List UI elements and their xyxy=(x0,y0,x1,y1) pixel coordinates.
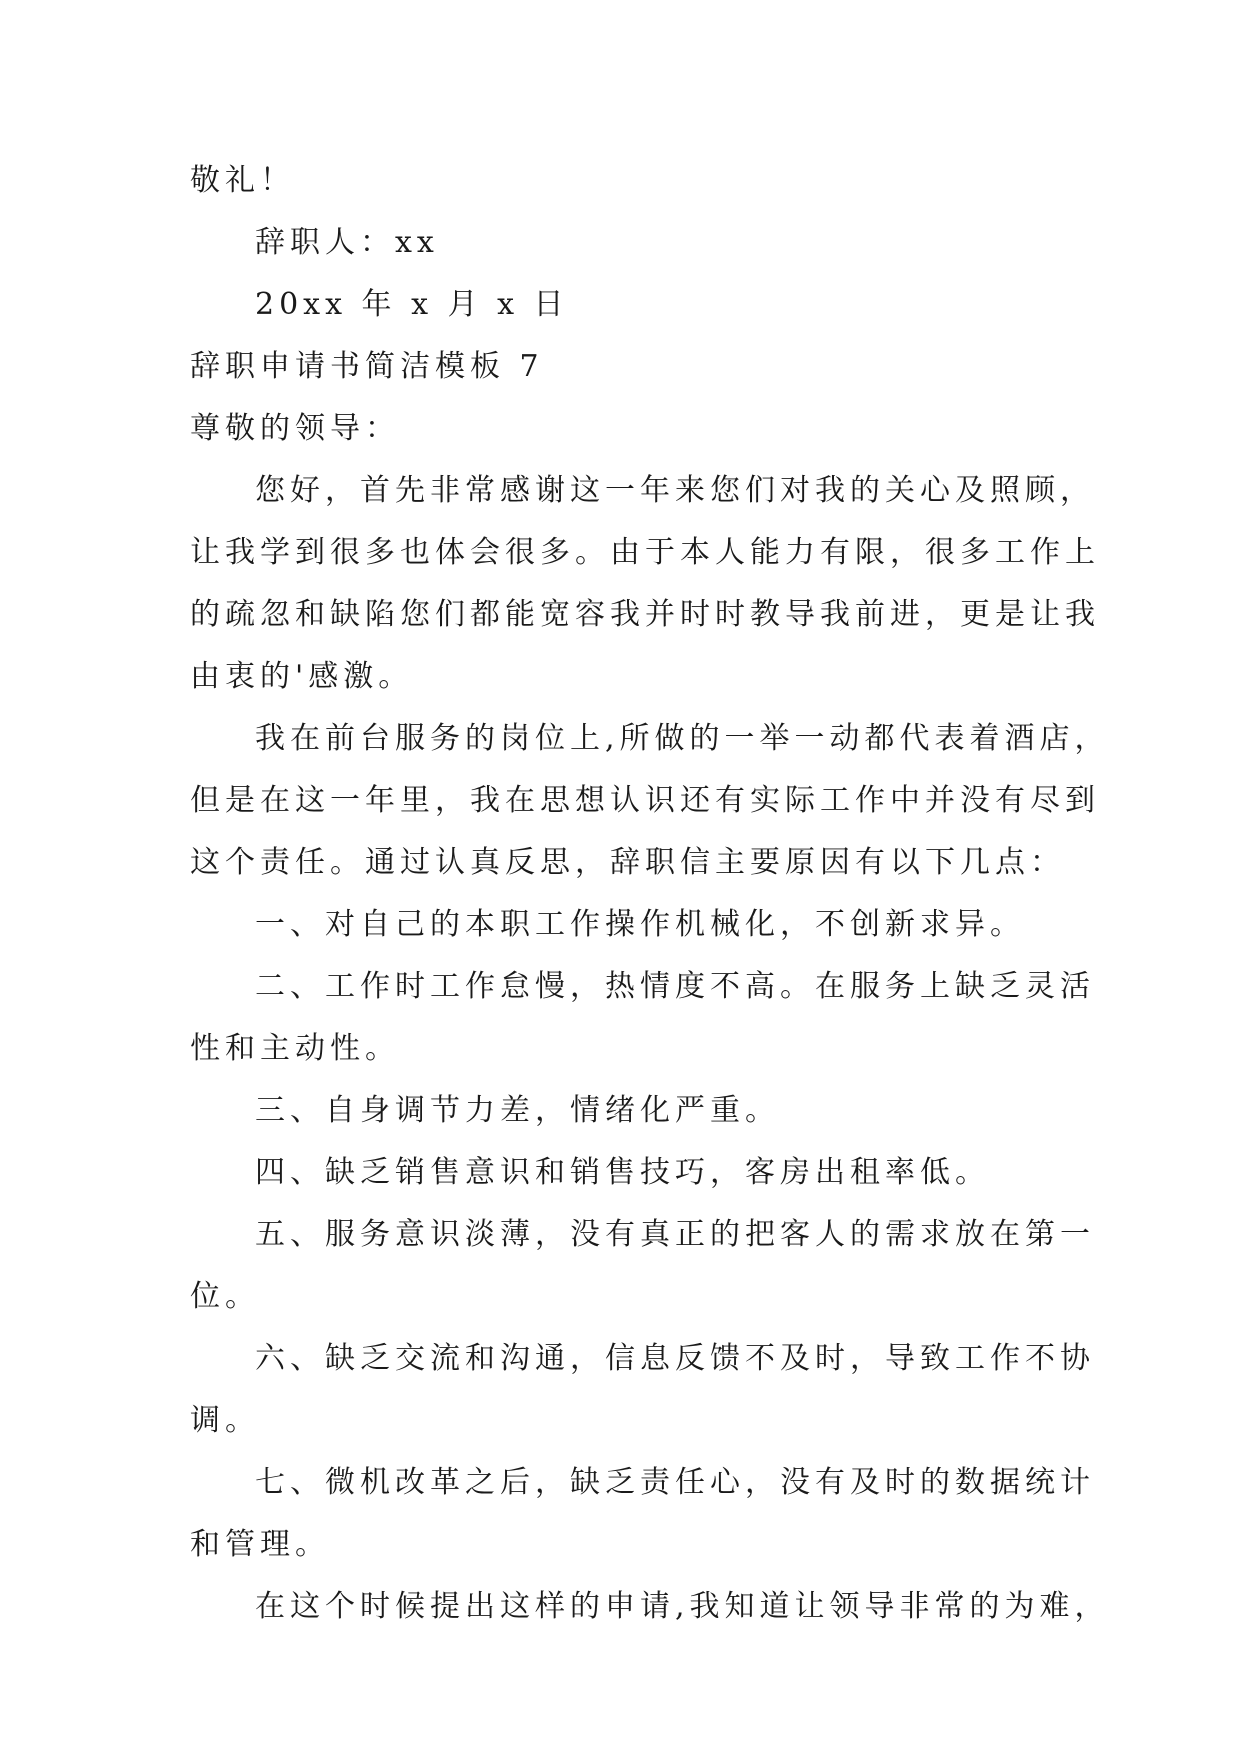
paragraph-line: 这个责任。通过认真反思，辞职信主要原因有以下几点： xyxy=(190,845,1065,880)
paragraph-line: 我在前台服务的岗位上,所做的一举一动都代表着酒店， xyxy=(255,721,1110,756)
list-item: 七、微机改革之后，缺乏责任心，没有及时的数据统计 xyxy=(255,1465,1095,1500)
paragraph-line: 您好，首先非常感谢这一年来您们对我的关心及照顾， xyxy=(255,473,1095,508)
list-item: 五、服务意识淡薄，没有真正的把客人的需求放在第一 xyxy=(255,1217,1095,1252)
list-item-continuation: 性和主动性。 xyxy=(190,1031,400,1066)
paragraph-line: 在这个时候提出这样的申请,我知道让领导非常的为难， xyxy=(255,1589,1110,1624)
list-item: 四、缺乏销售意识和销售技巧，客房出租率低。 xyxy=(255,1155,990,1190)
closing-salutation: 敬礼！ xyxy=(190,163,295,198)
signer-line: 辞职人：xx xyxy=(255,225,439,260)
list-item: 六、缺乏交流和沟通，信息反馈不及时，导致工作不协 xyxy=(255,1341,1095,1376)
list-item-continuation: 和管理。 xyxy=(190,1527,330,1562)
greeting-line: 尊敬的领导： xyxy=(190,411,400,446)
list-item: 二、工作时工作怠慢，热情度不高。在服务上缺乏灵活 xyxy=(255,969,1095,1004)
paragraph-line: 让我学到很多也体会很多。由于本人能力有限，很多工作上 xyxy=(190,535,1100,570)
list-item-continuation: 调。 xyxy=(190,1403,260,1438)
document-body xyxy=(190,150,1110,1638)
paragraph-line: 由衷的'感激。 xyxy=(190,659,414,694)
paragraph-line: 但是在这一年里，我在思想认识还有实际工作中并没有尽到 xyxy=(190,783,1100,818)
list-item: 一、对自己的本职工作操作机械化，不创新求异。 xyxy=(255,907,1025,942)
list-item-continuation: 位。 xyxy=(190,1279,260,1314)
section-title: 辞职申请书简洁模板 7 xyxy=(190,349,544,384)
paragraph-line: 的疏忽和缺陷您们都能宽容我并时时教导我前进，更是让我 xyxy=(190,597,1100,632)
date-line: 20xx 年 x 月 x 日 xyxy=(255,287,569,322)
list-item: 三、自身调节力差，情绪化严重。 xyxy=(255,1093,780,1128)
